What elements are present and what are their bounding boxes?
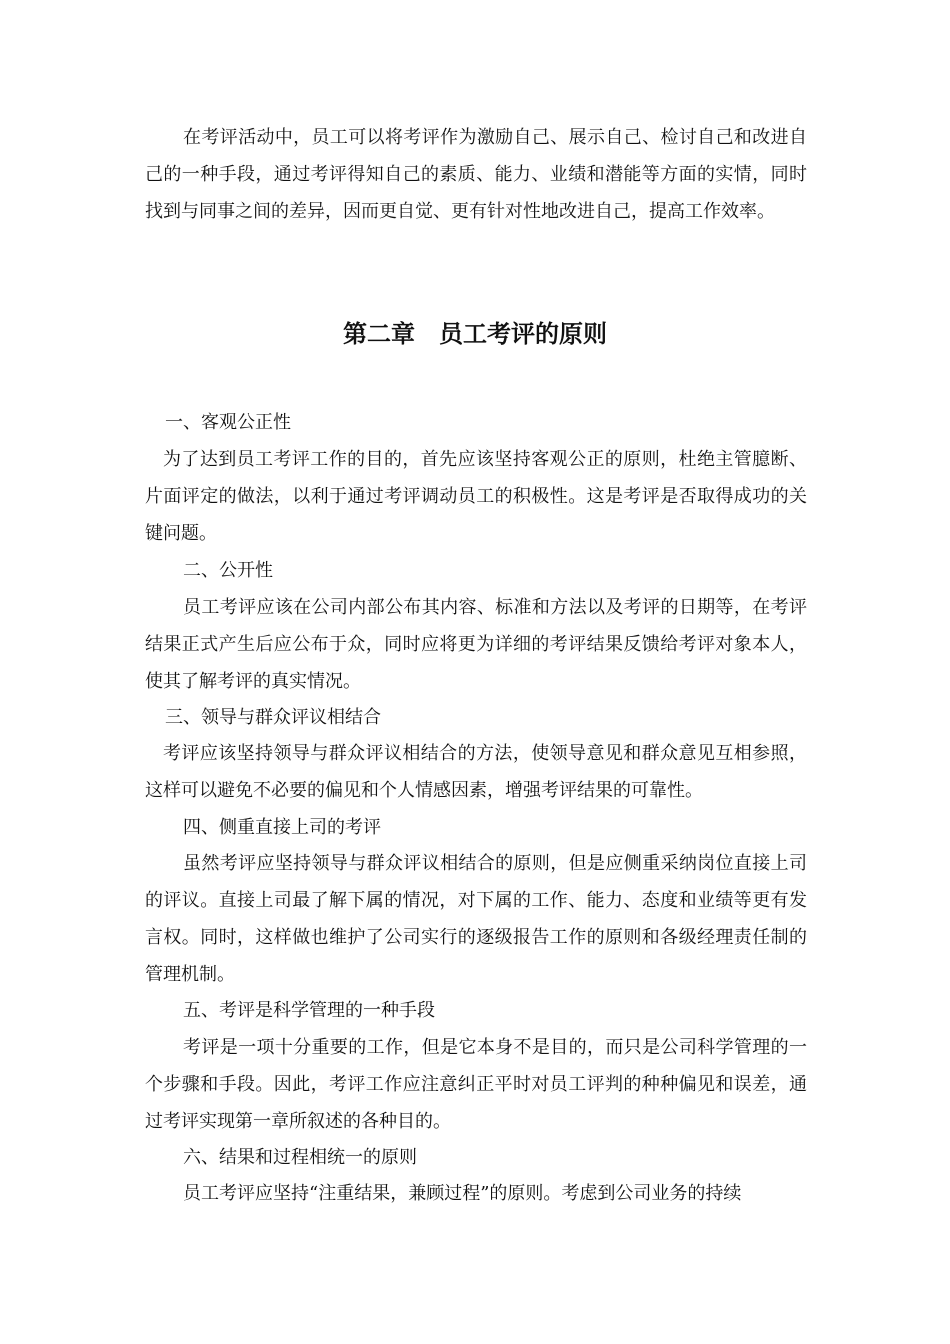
section-body-6: 员工考评应坚持“注重结果，兼顾过程”的原则。考虑到公司业务的持续: [183, 1183, 742, 1204]
section-body-5: 考评是一项十分重要的工作，但是它本身不是目的，而只是公司科学管理的一个步骤和手段。因此，考评工作应注意纠正平时对员工评判的种种偏见和误差，通过考评实现第一章所叙述的各种目的。: [145, 1037, 807, 1132]
intro-paragraph: 在考评活动中，员工可以将考评作为激励自己、展示自己、检讨自己和改进自己的一种手段，通过考评得知自己的素质、能力、业绩和潜能等方面的实情，同时找到与同事之间的差异，因而更自觉、更有针对性地改进自己，提高工作效率。: [145, 127, 807, 222]
section-heading-4: 四、侧重直接上司的考评: [183, 817, 381, 838]
section-heading-3: 三、领导与群众评议相结合: [165, 707, 381, 728]
section-heading-5: 五、考评是科学管理的一种手段: [183, 1000, 435, 1021]
section-heading-6: 六、结果和过程相统一的原则: [183, 1147, 417, 1168]
section-body-2: 员工考评应该在公司内部公布其内容、标准和方法以及考评的日期等，在考评结果正式产生后应公布于众，同时应将更为详细的考评结果反馈给考评对象本人，使其了解考评的真实情况。: [145, 597, 807, 692]
section-body-4: 虽然考评应坚持领导与群众评议相结合的原则，但是应侧重采纳岗位直接上司的评议。直接上司最了解下属的情况，对下属的工作、能力、态度和业绩等更有发言权。同时，这样做也维护了公司实行的逐级报告工作的原则和各级经理责任制的管理机制。: [145, 853, 807, 985]
chapter-title: 第二章 员工考评的原则: [343, 320, 607, 348]
section-heading-2: 二、公开性: [183, 560, 273, 581]
section-body-1: 为了达到员工考评工作的目的，首先应该坚持客观公正的原则，杜绝主管臆断、片面评定的做法，以利于通过考评调动员工的积极性。这是考评是否取得成功的关键问题。: [145, 449, 807, 544]
section-heading-1: 一、客观公正性: [165, 412, 291, 433]
section-body-3: 考评应该坚持领导与群众评议相结合的方法，使领导意见和群众意见互相参照，这样可以避免不必要的偏见和个人情感因素，增强考评结果的可靠性。: [145, 743, 807, 801]
